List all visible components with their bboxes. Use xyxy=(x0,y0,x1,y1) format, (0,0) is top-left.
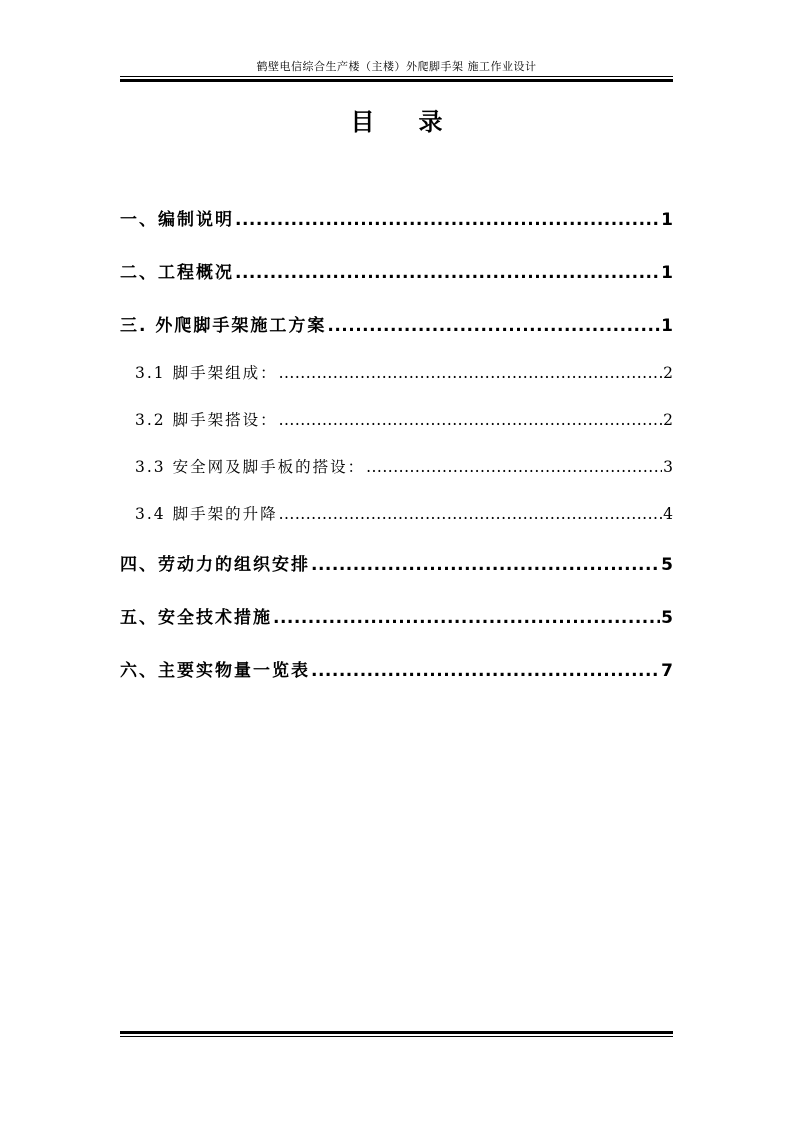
toc-leader-dots xyxy=(273,608,660,628)
toc-entry-label: 3.3 安全网及脚手板的搭设： xyxy=(135,458,366,476)
toc-leader-dots xyxy=(311,661,660,681)
toc-entry-page: 2 xyxy=(663,364,673,382)
toc-entry-label: 二、工程概况 xyxy=(120,263,234,283)
toc-entry[interactable] xyxy=(120,455,673,477)
toc-leader-dots xyxy=(279,411,663,429)
toc-leader-dots xyxy=(366,458,662,476)
toc-entry[interactable] xyxy=(120,656,673,681)
toc-entry[interactable] xyxy=(120,205,673,230)
header-title: 鹤壁电信综合生产楼（主楼）外爬脚手架 施工作业设计 xyxy=(256,60,537,73)
toc-entry-page: 2 xyxy=(663,411,673,429)
toc-leader-dots xyxy=(279,364,663,382)
toc-leader-dots xyxy=(235,263,660,283)
toc-entry-page: 5 xyxy=(661,555,673,575)
toc-title: 目录 xyxy=(350,108,487,136)
footer-rule-thick xyxy=(120,1031,673,1034)
toc-entry-label: 四、劳动力的组织安排 xyxy=(120,555,310,575)
toc-entry[interactable] xyxy=(120,311,673,336)
toc-entry-label: 一、编制说明 xyxy=(120,210,234,230)
toc-entry-page: 4 xyxy=(663,505,673,523)
toc-entry-page: 7 xyxy=(661,661,673,681)
toc-entry[interactable] xyxy=(120,361,673,383)
toc-entry-label: 3.2 脚手架搭设： xyxy=(135,411,278,429)
toc-entry-label: 3.1 脚手架组成： xyxy=(135,364,278,382)
header-rule-thin xyxy=(120,76,673,77)
toc-leader-dots xyxy=(279,505,663,523)
toc-leader-dots xyxy=(311,555,660,575)
toc-entry-label: 3.4 脚手架的升降 xyxy=(135,505,278,523)
toc-entry[interactable] xyxy=(120,502,673,524)
toc-entry-page: 1 xyxy=(661,316,673,336)
toc-entry-label: 五、安全技术措施 xyxy=(120,608,272,628)
toc-leader-dots xyxy=(235,210,660,230)
footer-rule-thin xyxy=(120,1036,673,1037)
toc-entry[interactable] xyxy=(120,603,673,628)
toc-leader-dots xyxy=(327,316,660,336)
toc-entry-label: 三. 外爬脚手架施工方案 xyxy=(120,316,327,336)
toc-entry-page: 1 xyxy=(661,210,673,230)
toc-entry[interactable] xyxy=(120,408,673,430)
toc-entry-page: 5 xyxy=(661,608,673,628)
header-rule-thick xyxy=(120,79,673,82)
toc-entry[interactable] xyxy=(120,550,673,575)
toc-entry-page: 3 xyxy=(663,458,673,476)
toc-entry-page: 1 xyxy=(661,263,673,283)
toc-entry-label: 六、主要实物量一览表 xyxy=(120,661,310,681)
toc-entry[interactable] xyxy=(120,258,673,283)
